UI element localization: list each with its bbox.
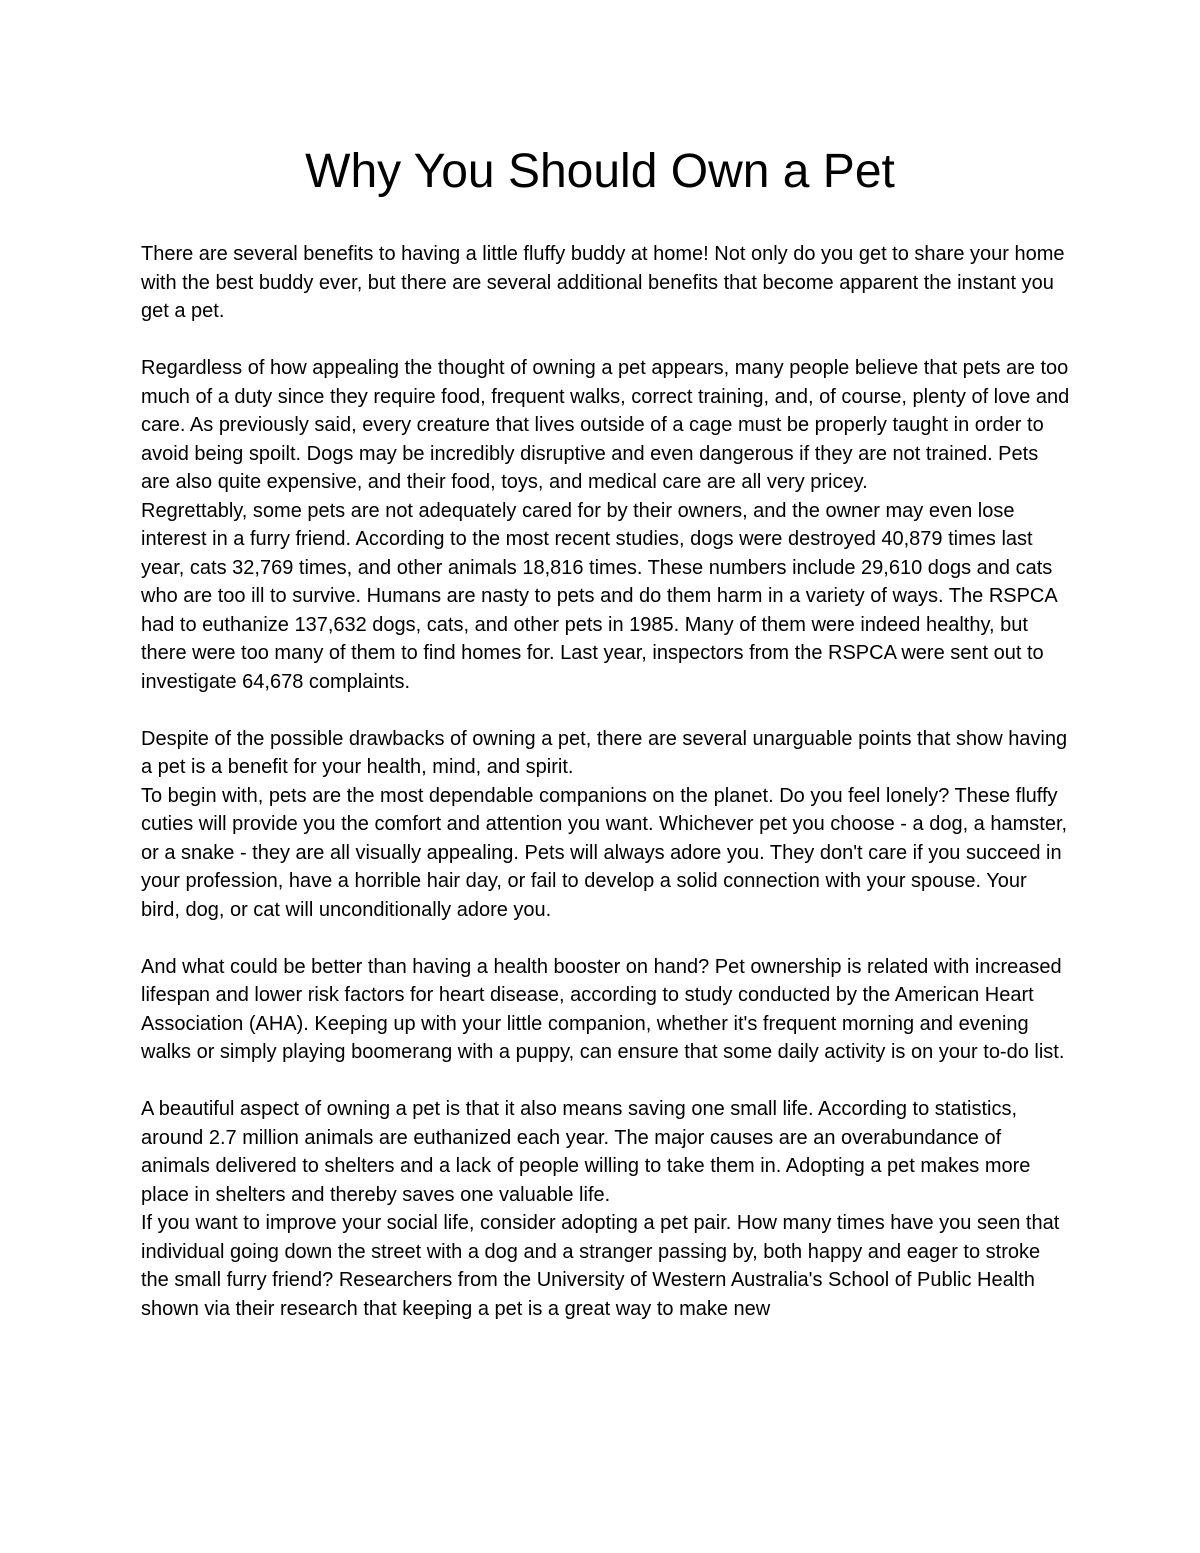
paragraph-benefits-intro: Despite of the possible drawbacks of owning a pet, there are several unarguable points that show having a pet is a benefit for your health, mind, and spirit. bbox=[141, 727, 1068, 778]
paragraph-drawbacks: Regardless of how appealing the thought of owning a pet appears, many people believe that pets are too much of a duty since they require food, frequent walks, correct training, and, of course, plenty of love and care. As previously said, every creature that lives outside of a cage must be properly taught in order to avoid being spoilt. Dogs may be incredibly disruptive and even dangerous if they are not trained. Pets are also quite expensive, and their food, toys, and medical care are all very pricey. bbox=[141, 357, 1070, 493]
paragraph-spacer bbox=[141, 924, 1071, 953]
paragraph-social-life: If you want to improve your social life, consider adopting a pet pair. How many times have you seen that individual going down the street with a dog and a stranger passing by, both happy and eager to stroke the small furry friend? Researchers from the University of Western Australia's School of Public Health shown via their research that keeping a pet is a great way to make new bbox=[141, 1212, 1060, 1320]
paragraph-statistics: Regrettably, some pets are not adequately cared for by their owners, and the owner may even lose interest in a furry friend. According to the most recent studies, dogs were destroyed 40,879 times last year, cats 32,769 times, and other animals 18,816 times. These numbers include 29,610 dogs and cats who are too ill to survive. Humans are nasty to pets and do them harm in a variety of ways. The RSPCA had to euthanize 137,632 dogs, cats, and other pets in 1985. Many of them were indeed healthy, but there were too many of them to find homes for. Last year, inspectors from the RSPCA were sent out to investigate 64,678 complaints. bbox=[141, 499, 1057, 693]
paragraph-intro: There are several benefits to having a little fluffy buddy at home! Not only do you get to share your home with the best buddy ever, but there are several additional benefits that become apparent the instant you get a pet. bbox=[141, 243, 1065, 322]
document-body bbox=[141, 240, 1071, 1323]
paragraph-companions: To begin with, pets are the most dependable companions on the planet. Do you feel lonely? These fluffy cuties will provide you the comfort and attention you want. Whichever pet you choose - a dog, a hamster, or a snake - they are all visually appealing. Pets will always adore you. They don't care if you succeed in your profession, have a horrible hair day, or fail to develop a solid connection with your spouse. Your bird, dog, or cat will unconditionally adore you. bbox=[141, 784, 1068, 921]
paragraph-saving-life: A beautiful aspect of owning a pet is that it also means saving one small life. According to statistics, around 2.7 million animals are euthanized each year. The major causes are an overabundance of animals delivered to shelters and a lack of people willing to take them in. Adopting a pet makes more place in shelters and thereby saves one valuable life. bbox=[141, 1098, 1031, 1206]
document-title: Why You Should Own a Pet bbox=[305, 145, 895, 198]
paragraph-health: And what could be better than having a health booster on hand? Pet ownership is related with increased lifespan and lower risk factors for heart disease, according to study conducted by the American Heart Association (AHA). Keeping up with your little companion, whether it's frequent morning and evening walks or simply playing boomerang with a puppy, can ensure that some daily activity is on your to-do list. bbox=[141, 955, 1065, 1063]
paragraph-spacer bbox=[141, 696, 1071, 725]
paragraph-spacer bbox=[141, 326, 1071, 355]
paragraph-spacer bbox=[141, 1067, 1071, 1096]
